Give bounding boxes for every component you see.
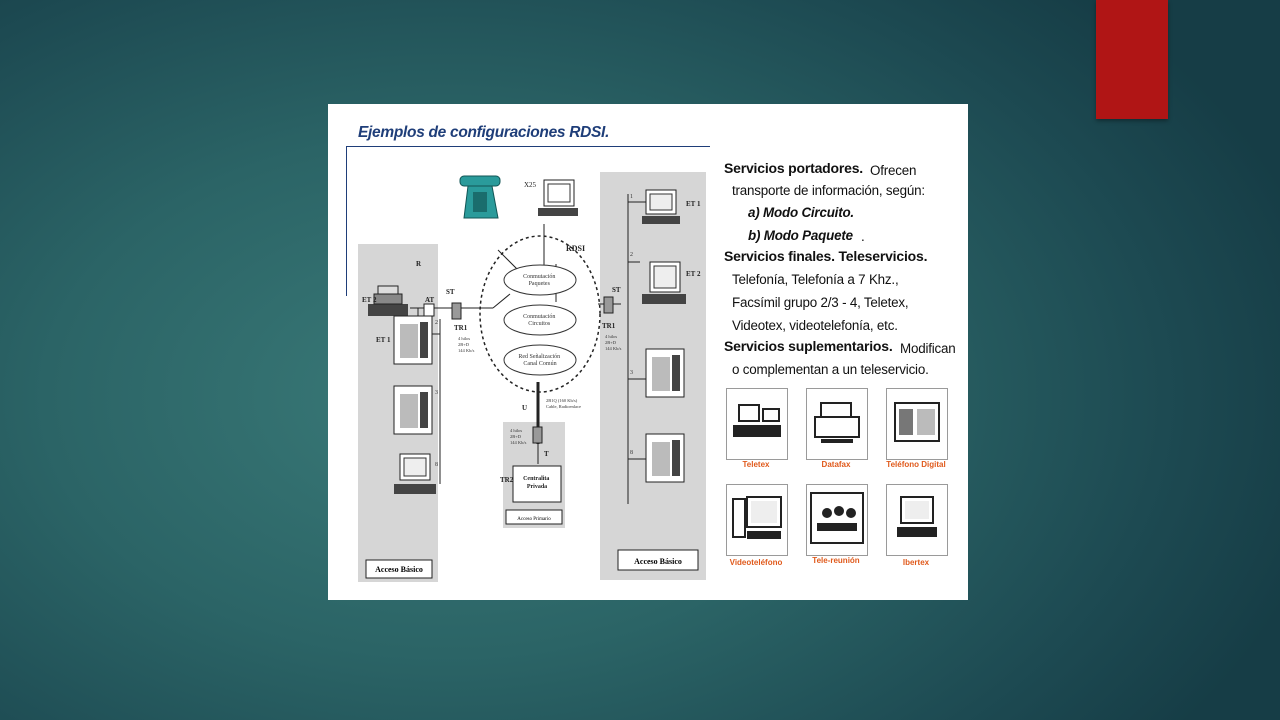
cloud-paquetes-l1: Conmutación (523, 274, 556, 280)
label-r: R (416, 260, 422, 268)
label-et2-right: ET 2 (686, 270, 701, 278)
cloud-paquetes (504, 265, 576, 295)
label-u: U (522, 404, 528, 412)
label-et2: ET 2 (362, 296, 377, 304)
at-box (424, 304, 434, 316)
slide-title: Ejemplos de configuraciones RDSI. (358, 124, 610, 141)
tele-meeting-icon (807, 485, 867, 555)
tile-datafax (806, 388, 868, 460)
acceso-primario: Acceso Primario (517, 517, 551, 522)
portadores-text-2: transporte de información, según: (732, 183, 925, 198)
centralita-l1: Centralita (523, 476, 550, 482)
acceso-basico-right: Acceso Básico (634, 557, 682, 566)
teal-phone-icon (460, 176, 500, 218)
modo-circuito: a) Modo Circuito. (748, 205, 854, 220)
label-t: T (544, 450, 549, 458)
num-3-right: 3 (630, 370, 633, 376)
right-phone-3-icon (646, 349, 684, 397)
line-spec-right: 4 hilos 2B+D 144 Kb/s (605, 334, 622, 351)
ibertex-icon (887, 485, 947, 555)
label-tr1-right: TR1 (602, 322, 616, 330)
videophone-icon (727, 485, 787, 555)
tile-ibertex (886, 484, 948, 556)
suplementarios-text-2: o complementan a un teleservicio. (732, 362, 929, 377)
line-spec-left: 4 hilos 2B+D 144 Kb/s (458, 336, 475, 353)
nt-connector-left (452, 303, 461, 319)
label-st-right: ST (612, 286, 621, 294)
finales-line-1: Telefonía, Telefonía a 7 Khz., (732, 272, 899, 287)
finales-line-3: Videotex, videotelefonía, etc. (732, 318, 898, 333)
num-2-left: 2 (435, 320, 438, 326)
finales-line-2: Facsímil grupo 2/3 - 4, Teletex, (732, 295, 909, 310)
label-x25: X25 (524, 181, 537, 189)
title-underline (346, 146, 710, 147)
finales-heading: Servicios finales. Teleservicios. (724, 248, 928, 264)
x25-terminal-icon (538, 180, 578, 216)
right-terminal-1-icon (642, 190, 680, 224)
nt-connector-right (604, 297, 613, 313)
caption-ibertex: Ibertex (902, 558, 930, 567)
suplementarios-text-1: Modifican (900, 341, 956, 356)
caption-tele-reunion: Tele-reunión (812, 556, 860, 565)
label-st-left: ST (446, 288, 455, 296)
rdsi-configuration-diagram (328, 154, 718, 594)
caption-videotelefono: Videoteléfono (729, 558, 783, 567)
num-2-right: 2 (630, 252, 633, 258)
tile-telefono-digital (886, 388, 948, 460)
accent-block (1096, 0, 1168, 119)
label-tr1-left: TR1 (454, 324, 468, 332)
cloud-senal-l1: Red Señalización (518, 354, 561, 360)
tile-tele-reunion (806, 484, 868, 556)
label-rdsi: RDSI (566, 244, 586, 253)
label-et1: ET 1 (376, 336, 391, 344)
num-1-right: 1 (630, 194, 633, 200)
label-at: AT (425, 296, 435, 304)
terminal-8-left-icon (394, 454, 436, 494)
caption-datafax: Datafax (821, 460, 851, 469)
label-tr2: TR2 (500, 476, 514, 484)
cloud-senal (504, 345, 576, 375)
centralita-l2: Privada (526, 484, 548, 490)
cloud-circuitos (504, 305, 576, 335)
u-spec: 2B1Q (160 Kb/s) Cable, Radioenlace (546, 398, 581, 409)
num-8-right: 8 (630, 450, 633, 456)
tile-teletex (726, 388, 788, 460)
caption-teletex: Teletex (742, 460, 770, 469)
portadores-heading: Servicios portadores. (724, 160, 863, 176)
modo-paquete: b) Modo Paquete (748, 228, 853, 243)
caption-telefono-digital: Teléfono Digital (886, 460, 946, 469)
digital-phone-icon (887, 389, 947, 459)
cloud-paquetes-l2: Paquetes (528, 281, 550, 287)
modo-paquete-dot: . (861, 229, 865, 244)
num-8-left: 8 (435, 462, 438, 468)
et1-phone-icon (394, 316, 432, 364)
teletex-icon (727, 389, 787, 459)
label-et1-right: ET 1 (686, 200, 701, 208)
slide-image (328, 104, 968, 600)
cloud-senal-l2: Canal Común (523, 361, 557, 367)
cloud-circuitos-l1: Conmutación (523, 314, 556, 320)
right-phone-8-icon (646, 434, 684, 482)
tile-videotelefono (726, 484, 788, 556)
acceso-basico-left: Acceso Básico (375, 565, 423, 574)
suplementarios-heading: Servicios suplementarios. (724, 338, 893, 354)
portadores-text-1: Ofrecen (870, 163, 917, 178)
num-3-left: 3 (435, 390, 438, 396)
datafax-icon (807, 389, 867, 459)
cloud-circuitos-l2: Circuitos (528, 321, 551, 327)
phone-3-left-icon (394, 386, 432, 434)
line-spec-center: 4 hilos 2B+D 144 Kb/s (510, 428, 527, 445)
nt-connector-center (533, 427, 542, 443)
